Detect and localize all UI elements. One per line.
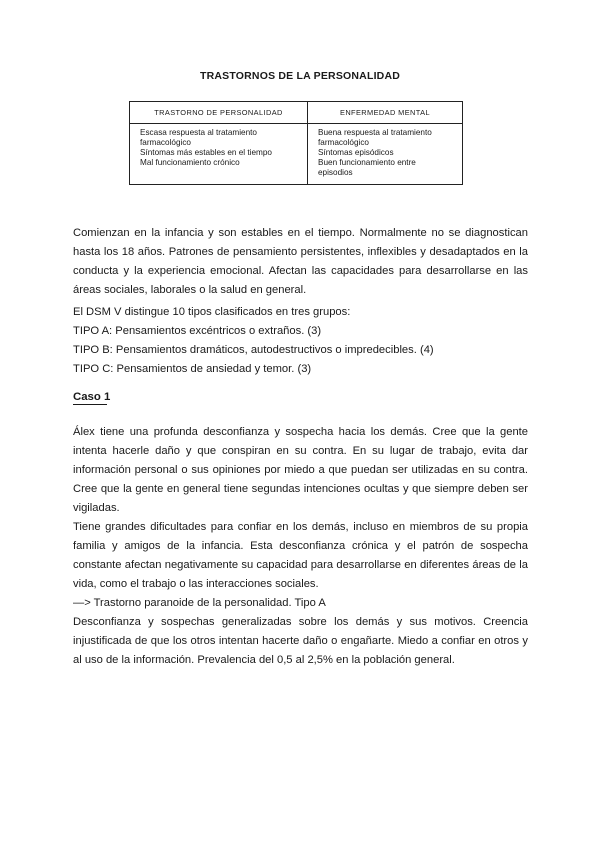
type-a-line: TIPO A: Pensamientos excéntricos o extraños. (3) — [73, 324, 322, 337]
cell-line: Mal funcionamiento crónico — [140, 158, 240, 167]
cell-line: farmacológico — [318, 138, 369, 147]
case-paragraph-1: Álex tiene una profunda desconfianza y sospecha hacia los demás. Cree que la gente intenta hacerle daño y que conspiran en su contra. En su lugar de trabajo, evita dar información personal o sus opiniones por miedo a que puedan ser utilizadas en su contra. Cree que la gente en general tiene segundas intenciones ocultas y que siempre deben ser vigiladas. — [73, 426, 528, 514]
cell-line: Buena respuesta al tratamiento — [318, 128, 432, 137]
case-heading: Caso 1 — [73, 391, 111, 403]
case-paragraph-2: Tiene grandes dificultades para confiar en los demás, incluso en miembros de su propia familia y amigos de la infancia. Esta desconfianza crónica y el patrón de sospecha constante afectan negativamente su capacidad para desarrollarse en diferentes áreas de la vida, como el trabajo o las interacciones sociales. — [73, 521, 528, 590]
header-mental-illness: ENFERMEDAD MENTAL — [308, 102, 463, 124]
cell-line: Escasa respuesta al tratamiento — [140, 128, 257, 137]
dsm-line: El DSM V distingue 10 tipos clasificados en tres grupos: — [73, 306, 351, 318]
cell-line: Buen funcionamiento entre — [318, 158, 416, 167]
type-b-line: TIPO B: Pensamientos dramáticos, autodestructivos o impredecibles. (4) — [73, 343, 434, 356]
header-personality-disorder: TRASTORNO DE PERSONALIDAD — [130, 102, 308, 124]
comparison-table — [129, 101, 463, 185]
diagnosis-line: —> Trastorno paranoide de la personalidad. Tipo A — [73, 597, 326, 609]
table-row — [130, 124, 463, 185]
dsm-classification — [73, 303, 528, 379]
cell-line: Síntomas episódicos — [318, 148, 394, 157]
cell-line: Síntomas más estables en el tiempo — [140, 148, 272, 157]
page-title: TRASTORNOS DE LA PERSONALIDAD — [199, 70, 401, 82]
case-heading-underline — [73, 404, 107, 405]
case-paragraph-3: Desconfianza y sospechas generalizadas sobre los demás y sus motivos. Creencia injustificada de que los otros intentan hacerte daño o engañarte. Miedo a confiar en otros y al uso de la información. Prevalencia del 0,5 al 2,5% en la población general. — [73, 616, 528, 666]
table-header-row — [130, 102, 463, 124]
mental-illness-cell — [308, 124, 463, 185]
intro-paragraph: Comienzan en la infancia y son estables en el tiempo. Normalmente no se diagnostican hasta los 18 años. Patrones de pensamiento persistentes, inflexibles y desadaptados en la conducta y la experiencia emocional. Afectan las capacidades para desarrollarse en las áreas sociales, laborales o la salud en general. — [73, 227, 528, 296]
personality-disorder-cell — [130, 124, 308, 185]
cell-line: farmacológico — [140, 138, 191, 147]
type-c-line: TIPO C: Pensamientos de ansiedad y temor. (3) — [73, 362, 312, 375]
cell-line: episodios — [318, 168, 353, 177]
